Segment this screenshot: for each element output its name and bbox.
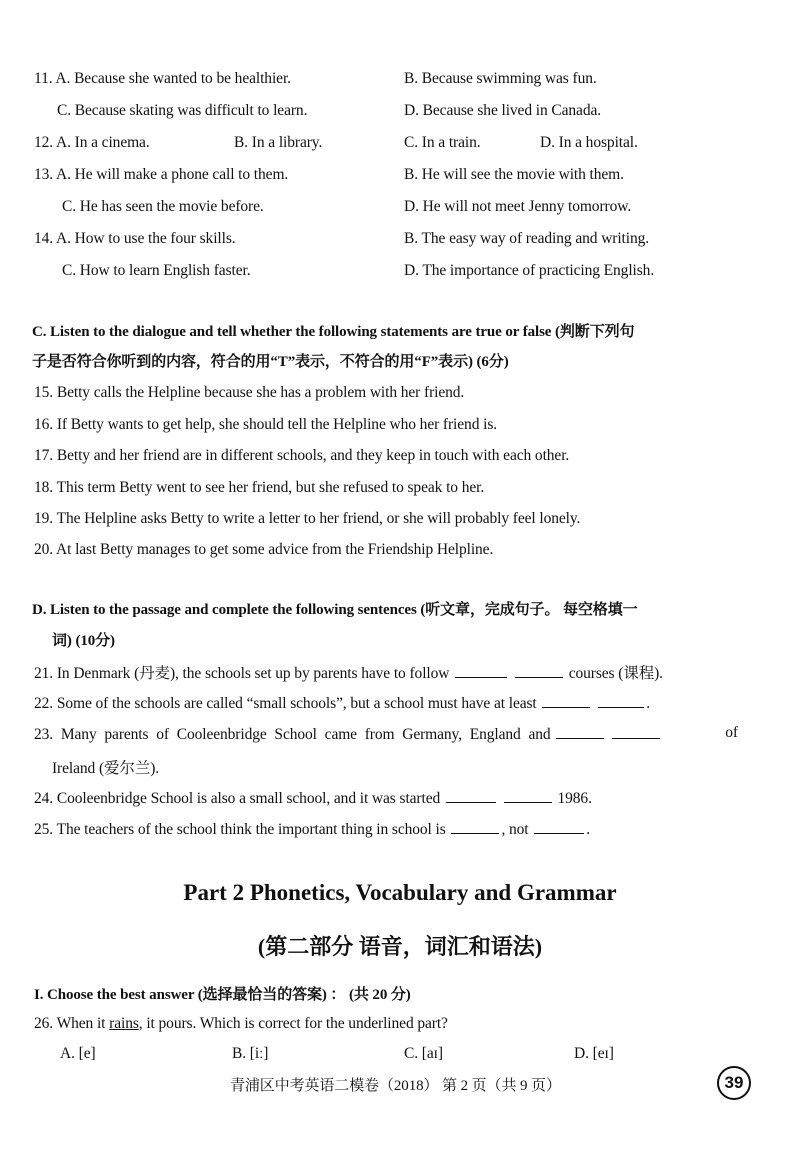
q26-stem bbox=[34, 1015, 448, 1033]
q13-option-a: 13. A. He will make a phone call to them. bbox=[34, 166, 289, 183]
fill-23-blank-2[interactable] bbox=[612, 724, 660, 739]
q11-option-d: D. Because she lived in Canada. bbox=[404, 102, 602, 119]
q14-option-c: C. How to learn English faster. bbox=[62, 262, 251, 279]
fill-23-blank-1[interactable] bbox=[556, 724, 604, 739]
q26-option-a: A. [e] bbox=[60, 1045, 96, 1062]
q26-stem-before: 26. When it bbox=[34, 1015, 110, 1032]
fill-25-text: 25. The teachers of the school think the important thing in school is bbox=[34, 821, 446, 838]
fill-24-text: 24. Cooleenbridge School is also a small school, and it was started bbox=[34, 790, 441, 807]
section-d-heading-line2: 词) (10分) bbox=[52, 633, 115, 649]
fill-25-blank-2[interactable] bbox=[534, 819, 584, 834]
fill-24-suffix: 1986. bbox=[557, 790, 592, 807]
fill-22-blank-2[interactable] bbox=[598, 693, 644, 708]
q12-option-d: D. In a hospital. bbox=[540, 134, 638, 151]
page-footer: 青浦区中考英语二模卷（2018） 第 2 页（共 9 页） bbox=[230, 1078, 561, 1094]
q13-option-b: B. He will see the movie with them. bbox=[404, 166, 624, 183]
fill-25-blank-1[interactable] bbox=[451, 819, 499, 834]
fill-question-23 bbox=[34, 724, 744, 744]
tf-statement-16: 16. If Betty wants to get help, she should tell the Helpline who her friend is. bbox=[34, 416, 498, 433]
tf-statement-15: 15. Betty calls the Helpline because she has a problem with her friend. bbox=[34, 384, 465, 401]
fill-23-text: 23. Many parents of Cooleenbridge School came from Germany, England and bbox=[34, 726, 551, 743]
tf-statement-20: 20. At last Betty manages to get some advice from the Friendship Helpline. bbox=[34, 541, 494, 558]
q12-option-b: B. In a library. bbox=[234, 134, 323, 151]
fill-question-21 bbox=[34, 661, 663, 683]
fill-24-blank-2[interactable] bbox=[504, 788, 552, 803]
q11-option-a: 11. A. Because she wanted to be healthier. bbox=[34, 70, 291, 87]
fill-21-blank-1[interactable] bbox=[455, 663, 507, 678]
tf-statement-19: 19. The Helpline asks Betty to write a letter to her friend, or she will probably feel lonely. bbox=[34, 510, 581, 527]
fill-23-continuation: Ireland (爱尔兰). bbox=[52, 760, 160, 777]
part2-title: Part 2 Phonetics, Vocabulary and Grammar bbox=[183, 880, 617, 905]
tf-statement-17: 17. Betty and her friend are in different schools, and they keep in touch with each other. bbox=[34, 447, 570, 464]
q14-option-d: D. The importance of practicing English. bbox=[404, 262, 655, 279]
fill-question-22 bbox=[34, 693, 650, 713]
fill-25-suffix: . bbox=[586, 821, 591, 838]
fill-21-blank-2[interactable] bbox=[515, 663, 563, 678]
fill-21-text: 21. In Denmark (丹麦), the schools set up by parents have to follow bbox=[34, 665, 450, 682]
fill-23-suffix: of bbox=[725, 724, 738, 741]
q13-option-d: D. He will not meet Jenny tomorrow. bbox=[404, 198, 632, 215]
part2-subtitle: (第二部分 语音，词汇和语法) bbox=[257, 934, 543, 959]
q26-option-d: D. [eɪ] bbox=[574, 1045, 614, 1062]
fill-22-blank-1[interactable] bbox=[542, 693, 590, 708]
q26-option-b: B. [iː] bbox=[232, 1045, 269, 1062]
q14-option-a: 14. A. How to use the four skills. bbox=[34, 230, 236, 247]
q14-option-b: B. The easy way of reading and writing. bbox=[404, 230, 650, 247]
fill-question-24 bbox=[34, 788, 592, 808]
q26-underlined-word: rains bbox=[109, 1015, 139, 1032]
fill-21-suffix: courses (课程). bbox=[568, 665, 663, 682]
fill-22-text: 22. Some of the schools are called “small schools”, but a school must have at least bbox=[34, 695, 537, 712]
q11-option-c: C. Because skating was difficult to learn. bbox=[57, 102, 308, 119]
q11-option-b: B. Because swimming was fun. bbox=[404, 70, 597, 87]
tf-statement-18: 18. This term Betty went to see her friend, but she refused to speak to her. bbox=[34, 479, 485, 496]
q26-option-c: C. [aɪ] bbox=[404, 1045, 443, 1062]
q13-option-c: C. He has seen the movie before. bbox=[62, 198, 264, 215]
q26-stem-after: , it pours. Which is correct for the underlined part? bbox=[138, 1015, 448, 1032]
q12-option-a: 12. A. In a cinema. bbox=[34, 134, 150, 151]
q12-option-c: C. In a train. bbox=[404, 134, 481, 151]
page-number-badge: 39 bbox=[717, 1066, 751, 1100]
section-d-heading-line1: D. Listen to the passage and complete the following sentences (听文章，完成句子。 每空格填一 bbox=[32, 602, 638, 618]
section-i-heading: I. Choose the best answer (选择最恰当的答案) ： (共 20 分) bbox=[34, 987, 411, 1003]
fill-24-blank-1[interactable] bbox=[446, 788, 496, 803]
fill-25-middle: , not bbox=[501, 821, 529, 838]
section-c-heading-line1: C. Listen to the dialogue and tell whether the following statements are true or false (判断下列句 bbox=[32, 324, 635, 340]
section-c-heading-line2: 子是否符合你听到的内容，符合的用“T”表示，不符合的用“F”表示) (6分) bbox=[32, 354, 509, 370]
fill-question-25 bbox=[34, 819, 590, 839]
fill-22-suffix: . bbox=[646, 695, 650, 712]
